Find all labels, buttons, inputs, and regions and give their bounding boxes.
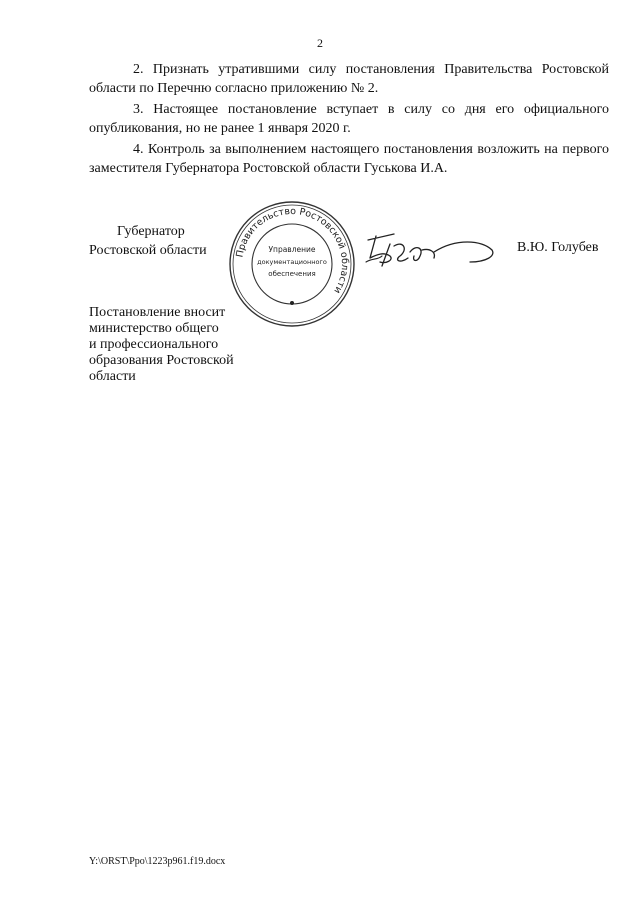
paragraph-item-3: 3. Настоящее постановление вступает в силу со дня его официального опубликования, но не ранее 1 января 2020 г. [89, 102, 609, 136]
submission-note-line5: области [89, 369, 136, 384]
signatory-title [89, 222, 249, 260]
paragraph-item-2: 2. Признать утратившими силу постановления Правительства Ростовской области по Перечню согласно приложению № 2. [89, 62, 609, 96]
submission-note-line4: образования Ростовской [89, 353, 234, 368]
document-body [89, 60, 609, 180]
handwritten-signature-icon [360, 222, 500, 272]
submission-note [89, 305, 264, 385]
seal-inner-line1: Управление [268, 245, 316, 254]
signatory-name: В.Ю. Голубев [517, 240, 599, 255]
seal-inner-line3: обеспечения [268, 270, 316, 278]
signatory-title-line2: Ростовской области [89, 243, 207, 258]
submission-note-line1: Постановление вносит [89, 305, 226, 320]
page-number: 2 [317, 36, 323, 50]
footer-file-path: Y:\ORST\Ppo\1223p961.f19.docx [89, 856, 226, 867]
signatory-title-line1: Губернатор [117, 224, 185, 239]
paragraph-item-4: 4. Контроль за выполнением настоящего постановления возложить на первого заместителя Губернатора Ростовской области Гуськова И.А. [89, 142, 609, 176]
submission-note-line2: министерство общего [89, 321, 219, 336]
submission-note-line3: и профессионального [89, 337, 219, 352]
seal-inner-line2: документационного [257, 258, 327, 266]
seal-dot-icon [290, 301, 294, 305]
seal-outer-text: Правительство Ростовской области [234, 205, 351, 296]
